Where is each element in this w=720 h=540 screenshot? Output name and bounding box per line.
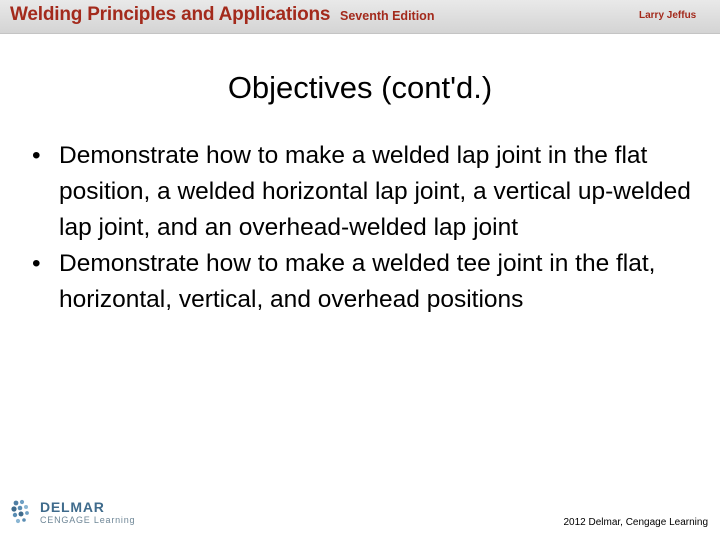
slide-header: [0, 0, 720, 34]
author-name: Larry Jeffus: [639, 10, 697, 21]
bullet-list: [32, 138, 702, 318]
bullet-text: Demonstrate how to make a welded lap joint in the flat position, a welded horizontal lap joint, a vertical up-welded lap joint, and an overhead-welded lap joint: [59, 142, 691, 241]
bullet-item: [32, 138, 702, 246]
book-title: Welding Principles and Applications: [10, 4, 331, 25]
bullet-item: [32, 246, 702, 318]
delmar-dots-icon: [10, 498, 36, 526]
bullet-text: Demonstrate how to make a welded tee joint in the flat, horizontal, vertical, and overhead positions: [59, 250, 656, 313]
logo-name: DELMAR: [40, 499, 105, 515]
copyright-notice: 2012 Delmar, Cengage Learning: [563, 517, 708, 528]
logo-subtitle: CENGAGE Learning: [40, 515, 136, 525]
bullet-icon: •: [32, 250, 41, 277]
edition-label: Seventh Edition: [340, 9, 435, 23]
delmar-logo: [10, 498, 140, 530]
bullet-icon: •: [32, 142, 41, 169]
slide-title: Objectives (cont'd.): [227, 70, 493, 105]
